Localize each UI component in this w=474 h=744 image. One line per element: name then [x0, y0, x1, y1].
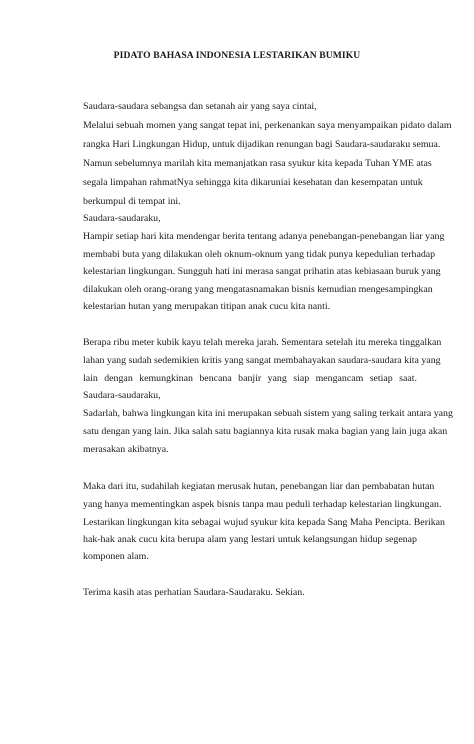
text-line: satu dengan yang lain. Jika salah satu bagiannya kita rusak maka bagian yang lain juga akan: [83, 426, 448, 437]
text-line: Melalui sebuah momen yang sangat tepat ini, perkenankan saya menyampaikan pidato dalam: [83, 120, 452, 131]
text-line: Berapa ribu meter kubik kayu telah mereka jarah. Sementara setelah itu mereka tinggalkan: [83, 337, 442, 348]
text-line: lahan yang sudah sedemikien kritis yang sangat membahayakan saudara-saudara kita yang: [83, 355, 441, 366]
closing-line: Terima kasih atas perhatian Saudara-Saudaraku. Sekian.: [83, 587, 305, 598]
text-line: komponen alam.: [83, 551, 149, 562]
text-line: Saudara-saudaraku,: [83, 213, 161, 224]
text-line: dilakukan oleh orang-orang yang mengatasnamakan bisnis kemudian mengesampingkan: [83, 284, 433, 295]
text-line: Saudara-saudara sebangsa dan setanah air yang saya cintai,: [83, 101, 317, 112]
text-line: rangka Hari Lingkungan Hidup, untuk dijadikan renungan bagi Saudara-saudaraku semua.: [83, 139, 441, 150]
document-title: PIDATO BAHASA INDONESIA LESTARIKAN BUMIKU: [113, 50, 361, 61]
text-line: Sadarlah, bahwa lingkungan kita ini merupakan sebuah sistem yang saling terkait antara yang: [83, 408, 453, 419]
text-line: segala limpahan rahmatNya sehingga kita dikaruniai kesehatan dan kesempatan untuk: [83, 177, 423, 188]
text-line: berkumpul di tempat ini.: [83, 196, 181, 207]
text-line: kelestarian hutan yang merupakan titipan anak cucu kita nanti.: [83, 301, 331, 312]
text-line: hak-hak anak cucu kita berupa alam yang lestari untuk kelangsungan hidup segenap: [83, 534, 417, 545]
text-line: lain dengan kemungkinan bencana banjir yang siap mengancam setiap saat.: [83, 373, 417, 384]
text-line: Saudara-saudaraku,: [83, 390, 161, 401]
text-line: merasakan akibatnya.: [83, 444, 169, 455]
text-line: yang hanya mementingkan aspek bisnis tanpa mau peduli terhadap kelestarian lingkungan.: [83, 499, 442, 510]
text-line: Maka dari itu, sudahilah kegiatan merusak hutan, penebangan liar dan pembabatan hutan: [83, 481, 435, 492]
text-line: kelestarian lingkungan. Sungguh hati ini merasa sangat prihatin atas kebiasaan buruk yang: [83, 266, 441, 277]
text-line: Namun sebelumnya marilah kita memanjatkan rasa syukur kita kepada Tuhan YME atas: [83, 158, 432, 169]
text-line: membabi buta yang dilakukan oleh oknum-oknum yang tidak punya kepedulian terhadap: [83, 249, 436, 260]
text-line: Lestarikan lingkungan kita sebagai wujud syukur kita kepada Sang Maha Pencipta. Berikan: [83, 517, 445, 528]
text-line: Hampir setiap hari kita mendengar berita tentang adanya penebangan-penebangan liar yang: [83, 231, 445, 242]
